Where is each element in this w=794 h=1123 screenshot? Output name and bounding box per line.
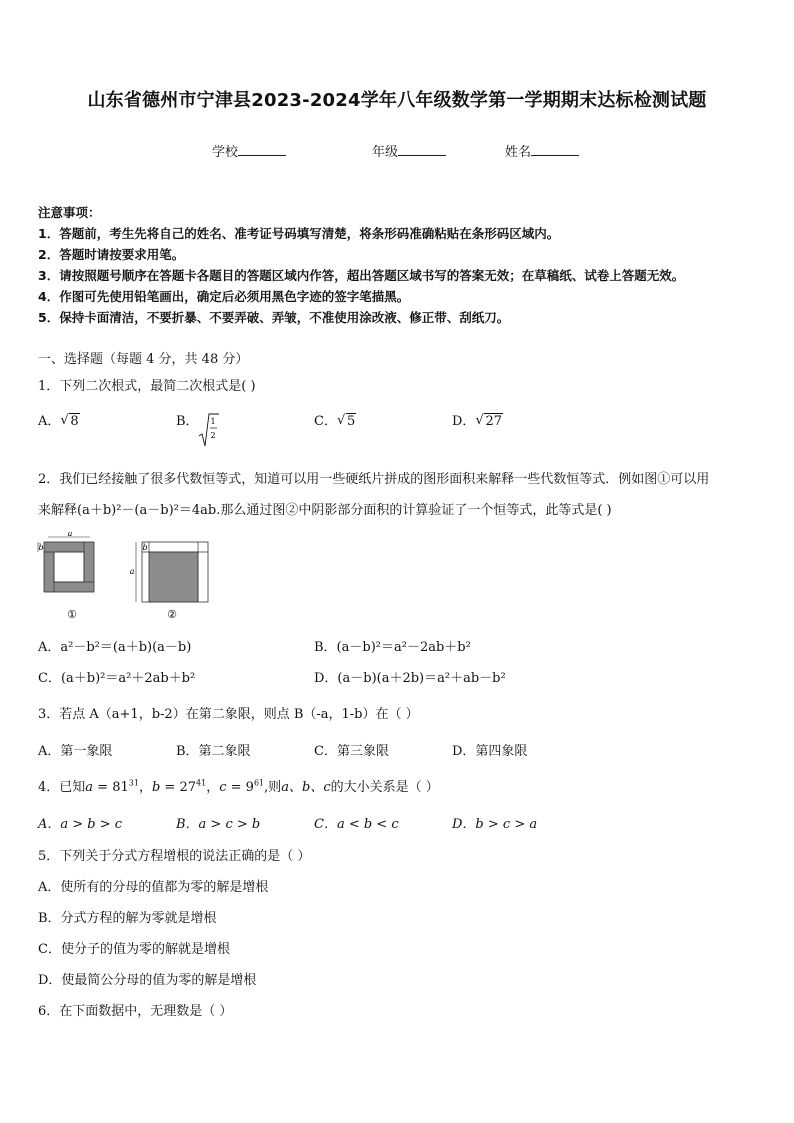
sqrt-symbol: √ 27 — [475, 414, 503, 429]
label-a: a — [67, 532, 73, 538]
figure-1 — [38, 532, 94, 621]
school-label: 学校 — [212, 145, 239, 160]
grade-label: 年级 — [372, 145, 399, 160]
q2-option-a[interactable]: A．a²－b²＝(a＋b)(a－b) — [38, 640, 192, 655]
name-label: 姓名 — [505, 145, 532, 160]
q1-option-b[interactable]: B． 1 2 — [176, 410, 199, 429]
q2-option-b[interactable]: B．(a－b)²＝a²－2ab＋b² — [314, 640, 471, 655]
sqrt-fraction — [198, 412, 220, 448]
notice-item: 4．作图可先使用铅笔画出，确定后必须用黑色字迹的签字笔描黑。 — [38, 289, 410, 304]
q3-option-c[interactable]: C．第三象限 — [314, 744, 389, 759]
question-4-stem: 4．已知$a = 81^{31}$，$b = 27^{41}$，$c = 9^{61}$,则a、b、c的大小关系是（ ） — [38, 778, 439, 795]
name-blank[interactable] — [531, 143, 579, 156]
grade-blank[interactable] — [398, 143, 446, 156]
sqrt-symbol: √ 5 — [337, 414, 356, 429]
q4-option-b[interactable]: B．a > c > b — [176, 817, 261, 832]
question-2-stem: 2．我们已经接触了很多代数恒等式，知道可以用一些硬纸片拼成的图形面积来解释一些代数恒等式．例如图①可以用 — [38, 472, 710, 487]
question-3-stem: 3．若点 A（a+1，b-2）在第二象限，则点 B（-a，1-b）在（ ） — [38, 707, 419, 722]
q4-option-a[interactable]: A．a > b > c — [38, 817, 123, 832]
notice-item: 5．保持卡面清洁，不要折暴、不要弄破、弄皱，不准使用涂改液、修正带、刮纸刀。 — [38, 310, 510, 325]
q2-option-c[interactable]: C．(a＋b)²＝a²＋2ab＋b² — [38, 671, 196, 686]
label-a: a — [129, 567, 135, 576]
question-6-stem: 6．在下面数据中，无理数是（ ） — [38, 1004, 233, 1019]
figure-2-label: ② — [167, 608, 177, 621]
question-5-stem: 5．下列关于分式方程增根的说法正确的是（ ） — [38, 849, 311, 864]
question-2-figures — [34, 532, 234, 622]
school-field[interactable] — [212, 141, 286, 160]
name-field[interactable] — [505, 141, 579, 160]
figure-1-label: ① — [67, 608, 77, 621]
q3-option-d[interactable]: D．第四象限 — [452, 744, 528, 759]
q3-option-a[interactable]: A．第一象限 — [38, 744, 113, 759]
q1-option-d[interactable]: D．√ 27 — [452, 410, 503, 429]
page-title: 山东省德州市宁津县2023-2024学年八年级数学第一学期期末达标检测试题 — [87, 90, 707, 111]
fraction-denominator: 2 — [210, 431, 216, 440]
q1-option-c[interactable]: C．√ 5 — [314, 410, 356, 429]
sqrt-symbol: √ 8 — [60, 414, 79, 429]
label-b: b — [142, 543, 148, 552]
q3-option-b[interactable]: B．第二象限 — [176, 744, 251, 759]
question-2-stem-cont: 来解释(a＋b)²－(a－b)²＝4ab.那么通过图②中阴影部分面积的计算验证了一个恒等式，此等式是( ) — [38, 503, 612, 518]
q5-option-c[interactable]: C．使分子的值为零的解就是增根 — [38, 942, 230, 957]
grade-field[interactable] — [372, 141, 446, 160]
q1-option-a[interactable]: A．√ 8 — [38, 410, 80, 429]
notice-item: 2．答题时请按要求用笔。 — [38, 247, 185, 262]
fraction-numerator: 1 — [210, 417, 216, 426]
q4-option-c[interactable]: C．a < b < c — [314, 817, 399, 832]
section-heading: 一、选择题（每题 4 分，共 48 分） — [38, 352, 249, 367]
q5-option-b[interactable]: B．分式方程的解为零就是增根 — [38, 911, 217, 926]
notice-item: 1．答题前，考生先将自己的姓名、准考证号码填写清楚，将条形码准确粘贴在条形码区域内。 — [38, 226, 560, 241]
q5-option-a[interactable]: A．使所有的分母的值都为零的解是增根 — [38, 880, 269, 895]
question-1-stem: 1．下列二次根式，最简二次根式是( ) — [38, 379, 256, 394]
q5-option-d[interactable]: D．使最简公分母的值为零的解是增根 — [38, 973, 257, 988]
notice-item: 3．请按照题号顺序在答题卡各题目的答题区域内作答，超出答题区域书写的答案无效；在草稿纸、试卷上答题无效。 — [38, 268, 685, 283]
notice-heading: 注意事项： — [38, 205, 101, 220]
figure-2 — [130, 542, 208, 621]
q4-option-d[interactable]: D．b > c > a — [452, 817, 538, 832]
q2-option-d[interactable]: D．(a－b)(a＋2b)＝a²＋ab－b² — [314, 671, 506, 686]
school-blank[interactable] — [238, 143, 286, 156]
label-b: b — [38, 543, 44, 552]
